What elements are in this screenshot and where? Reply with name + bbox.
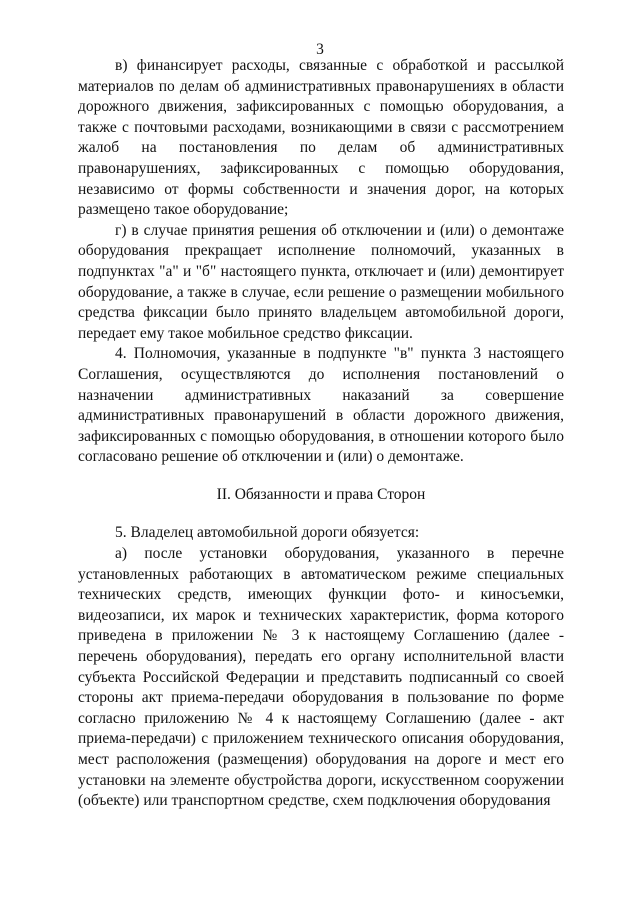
paragraph-3g: г) в случае принятия решения об отключении и (или) о демонтаже оборудования прекращает исполнение полномочий, указанных в подпунктах "а" и "б" настоящего пункта, отключает и (или) демонтирует оборудование, а также в случае, если решение о размещении мобильного средства фиксации было принято владельцем автомобильной дороги, передает ему такое мобильное средство фиксации.	[78, 221, 564, 342]
paragraph-5: 5. Владелец автомобильной дороги обязуется:	[115, 524, 420, 542]
page-number: 3	[316, 41, 324, 58]
document-body	[78, 56, 564, 812]
paragraph-4: 4. Полномочия, указанные в подпункте "в" пункта 3 настоящего Соглашения, осуществляются до исполнения постановлений о назначении административных наказаний за совершение административных правонарушений в области дорожного движения, зафиксированных с помощью оборудования, в отношении которого было согласовано решение об отключении и (или) о демонтаже.	[78, 345, 564, 466]
paragraph-3v: в) финансирует расходы, связанные с обработкой и рассылкой материалов по делам об административных правонарушениях в области дорожного движения, зафиксированных с помощью оборудования, а также с почтовыми расходами, возникающими в связи с рассмотрением жалоб на постановления по делам об административных правонарушениях, зафиксированных с помощью оборудования, независимо от формы собственности и значения дорог, на которых размещено такое оборудование;	[78, 57, 564, 219]
paragraph-5a: а) после установки оборудования, указанного в перечне установленных работающих в автоматическом режиме специальных технических средств, имеющих функции фото- и киносъемки, видеозаписи, их марок и технических характеристик, форма которого приведена в приложении № 3 к настоящему Соглашению (далее - перечень оборудования), передать его органу исполнительной власти субъекта Российской Федерации и представить подписанный со своей стороны акт приема-передачи оборудования в пользование по форме согласно приложению № 4 к настоящему Соглашению (далее - акт приема-передачи) с приложением технического описания оборудования, мест расположения (размещения) оборудования на дороге и мест его установки на элементе обустройства дороги, искусственном сооружении (объекте) или транспортном средстве, схем подключения оборудования	[78, 545, 564, 810]
section-heading: II. Обязанности и права Сторон	[216, 485, 426, 503]
